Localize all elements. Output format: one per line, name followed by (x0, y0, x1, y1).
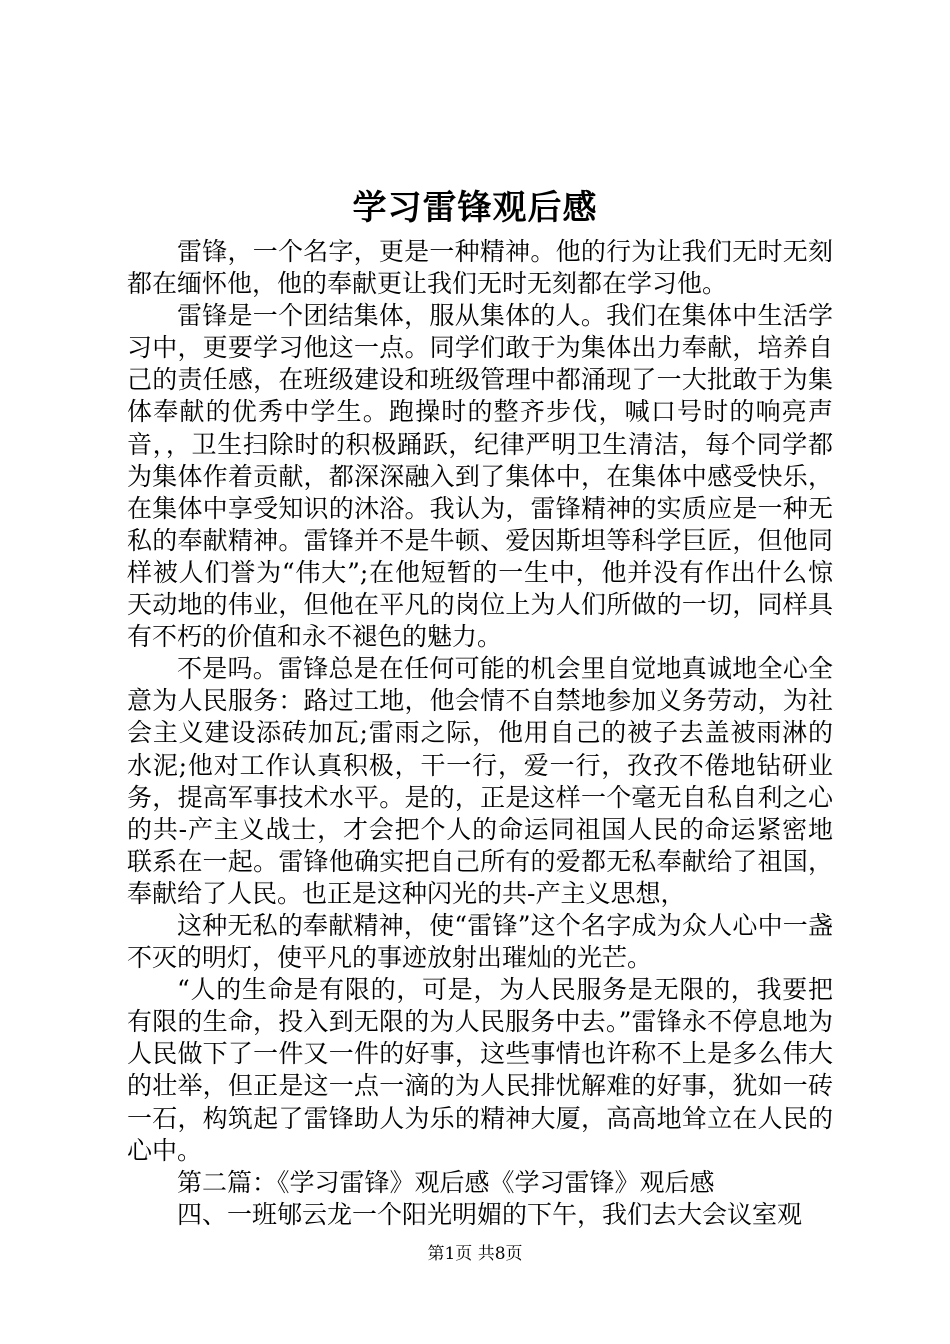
paragraph: 不是吗。雷锋总是在任何可能的机会里自觉地真诚地全心全意为人民服务：路过工地，他会情不自禁地参加义务劳动，为社会主义建设添砖加瓦;雷雨之际，他用自己的被子去盖被雨淋的水泥;他对工作认真积极，干一行，爱一行，孜孜不倦地钻研业务，提高军事技术水平。是的，正是这样一个毫无自私自利之心的共-产主义战士，才会把个人的命运同祖国人民的命运紧密地联系在一起。雷锋他确实把自己所有的爱都无私奉献给了祖国，奉献给了人民。也正是这种闪光的共-产主义思想， (127, 654, 833, 908)
section-heading: 第二篇：《学习雷锋》观后感《学习雷锋》观后感 (177, 1167, 715, 1197)
paragraph: “人的生命是有限的，可是，为人民服务是无限的，我要把有限的生命，投入到无限的为人民服务中去。”雷锋永不停息地为人民做下了一件又一件的好事，这些事情也许称不上是多么伟大的壮举，但正是这一点一滴的为人民排忧解难的好事，犹如一砖一石，构筑起了雷锋助人为乐的精神大厦，高高地耸立在人民的心中。 (127, 975, 833, 1165)
document-title: 学习雷锋观后感 (352, 188, 598, 228)
document-body (127, 236, 833, 1231)
page-footer: 第1页 共8页 (427, 1244, 523, 1264)
paragraph: 这种无私的奉献精神，使“雷锋”这个名字成为众人心中一盏不灭的明灯，使平凡的事迹放射出璀灿的光芒。 (127, 910, 833, 973)
paragraph: 四、一班郇云龙一个阳光明媚的下午，我们去大会议室观 (177, 1199, 803, 1229)
paragraph: 雷锋是一个团结集体，服从集体的人。我们在集体中生活学习中，更要学习他这一点。同学们敢于为集体出力奉献，培养自己的责任感，在班级建设和班级管理中都涌现了一大批敢于为集体奉献的优秀中学生。跑操时的整齐步伐，喊口号时的响亮声音，，卫生扫除时的积极踊跃，纪律严明卫生清洁，每个同学都为集体作着贡献，都深深融入到了集体中，在集体中感受快乐，在集体中享受知识的沐浴。我认为，雷锋精神的实质应是一种无私的奉献精神。雷锋并不是牛顿、爱因斯坦等科学巨匠，但他同样被人们誉为“伟大”;在他短暂的一生中，他并没有作出什么惊天动地的伟业，但他在平凡的岗位上为人们所做的一切，同样具有不朽的价值和永不褪色的魅力。 (127, 301, 833, 652)
paragraph: 雷锋，一个名字，更是一种精神。他的行为让我们无时无刻都在缅怀他，他的奉献更让我们无时无刻都在学习他。 (127, 237, 833, 299)
